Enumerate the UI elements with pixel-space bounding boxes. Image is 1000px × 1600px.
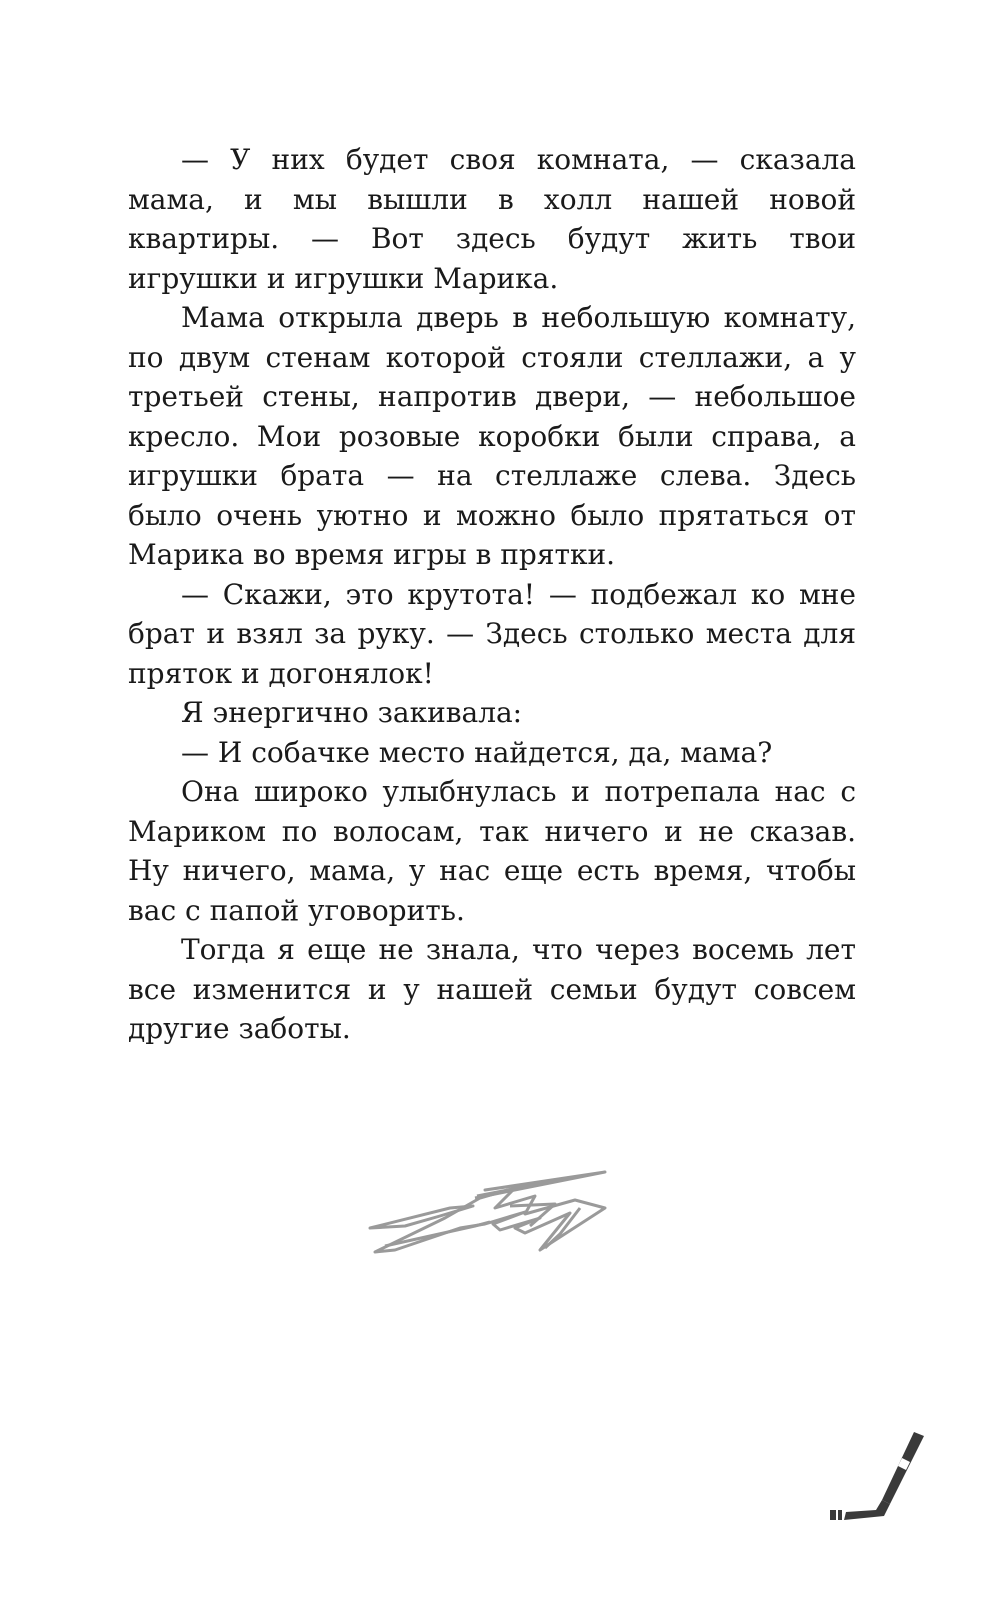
paragraph-3: — Скажи, это крутота! — подбежал ко мне брат и взял за руку. — Здесь столько места для пряток и догонялок! bbox=[128, 577, 856, 690]
paragraph-2: Мама открыла дверь в небольшую комнату, по двум стенам которой стояли стеллажи, а у третьей стены, напротив двери, — небольшое кресло. Мои розовые коробки были справа, а игрушки брата — на стеллаже слева. Здесь было очень уютно и можно было прятаться от Марика во время игры в прятки. bbox=[128, 301, 856, 571]
paragraph-7: Тогда я еще не знала, что через восемь лет все изменится и у нашей семьи будут совсем другие заботы. bbox=[128, 933, 856, 1045]
paragraph-6: Она широко улыбнулась и потрепала нас с Мариком по волосам, так ничего и не сказав. Ну ничего, мама, у нас еще есть время, чтобы вас с папой уговорить. bbox=[128, 775, 856, 927]
paragraph-4: Я энергично закивала: bbox=[181, 696, 523, 729]
hockey-stick-icon bbox=[826, 1430, 934, 1526]
chapter-end-ornament-icon bbox=[365, 1168, 615, 1268]
paragraph-1: — У них будет своя комната, — сказала мама, и мы вышли в холл нашей новой квартиры. — Вот здесь будут жить твои игрушки и игрушки Марика. bbox=[128, 143, 856, 295]
paragraph-5: — И собачке место найдется, да, мама? bbox=[181, 735, 773, 769]
page-text bbox=[128, 140, 856, 1049]
